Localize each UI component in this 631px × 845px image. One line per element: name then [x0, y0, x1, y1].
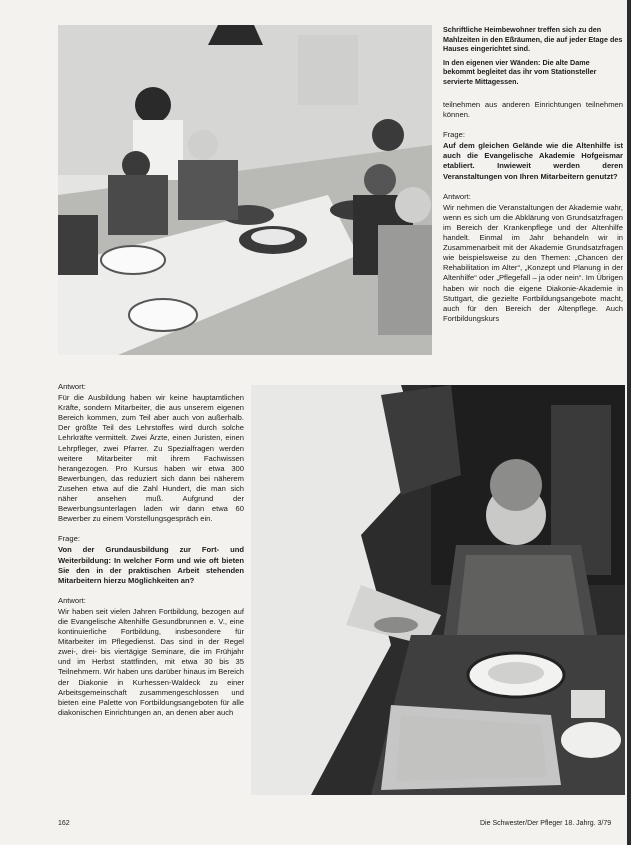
answer-training-staff: Für die Ausbildung haben wir keine hauptamtlichen Kräfte, sondern Mitarbeiter, die aus unserem eigenen Bereich kommen, zum Teil aber auch von außerhalb. Der größte Teil des Lehrstoffes wird durch solche Lehrkräfte vermittelt. Zwei Ärzte, einen Juristen, einen Lehrpfleger, zwei Pfarrer. Zu Spezialfragen werden weitere Mitarbeiter mit ihrem Fachwissen herangezogen. Pro Kursus haben wir etwa 300 Bewerbungen, das reduziert sich dann bei näherem Zusehen etwa auf die Zahl Hundert, die man sich näher ansehen muß. Aufgrund der Bewerbungsunterlagen laden wir dann etwa 60 Bewerber zu einem Vorstellungsgespräch ein.: [58, 393, 244, 524]
question-label: Frage:: [443, 130, 465, 140]
answer-label: Antwort:: [443, 191, 471, 201]
answer-academy: Wir nehmen die Veranstaltungen der Akademie wahr, wenn es sich um die Abklärung von Grundsatzfragen im Bereich der Krankenpflege und der Altenhilfe handelt. Einmal im Jahr behandeln wir in Zusammenarbeit mit der Akademie Grundsatzfragen wie beispielsweise zu den Themen: „Chancen der Rehabilitation im Alter“, „Konzept und Planung in der Altenhilfe“ oder „Pflegefall – ja oder nein“. Im Übrigen haben wir noch die eigene Diakonie-Akademie in Stuttgart, die gezielte Fortbildungsangebote macht, auch für den Bereich der Altenpflege. Auch Fortbildungskurs: [443, 202, 623, 323]
page-edge: [627, 0, 631, 845]
right-intro: teilnehmen aus anderen Einrichtungen teilnehmen können.: [443, 100, 623, 120]
dining-room-photo: [58, 25, 432, 355]
serving-meal-photo: [251, 385, 625, 795]
photo-captions: [443, 25, 623, 91]
answer-further-training: Wir haben seit vielen Jahren Fortbildung, bezogen auf die Evangelische Altenhilfe Gesundbrunnen e. V., eine kontinuierliche Fortbildung, insbesondere für Mitarbeiter im Pflegedienst. Das sind in der Regel zwei-, drei- bis viertägige Seminare, die im Frühjahr und im Herbst stattfinden, mit etwa 30 bis 35 Teilnehmern. Wir haben uns darüber hinaus im Bereich der Diakonie in Kurhessen-Waldeck zu einer Arbeitsgemeinschaft zusammengeschlossen und bieten eine Palette von Fortbildungsangeboten für alle diakonischen Einrichtungen an, an denen aber auch: [58, 606, 244, 717]
answer-label-2: Antwort:: [58, 595, 86, 605]
question-label: Frage:: [58, 534, 80, 544]
question-academy: Auf dem gleichen Gelände wie die Altenhilfe ist auch die Evangelische Akademie Hofgeismar etabliert. Inwieweit werden deren Veranstaltungen von Ihren Mitarbeitern genutzt?: [443, 141, 623, 181]
question-further-training: Von der Grundausbildung zur Fort- und Weiterbildung: In welcher Form und wie oft bieten Sie den in der praktischen Arbeit stehenden Mitarbeitern hierzu Möglichkeiten an?: [58, 545, 244, 585]
caption-meal: In den eigenen vier Wänden: Die alte Dame bekommt begleitet das ihr vom Stationsteller servierte Mittagessen.: [443, 57, 597, 86]
right-text-column: [443, 100, 623, 324]
answer-label-1: Antwort:: [58, 382, 86, 391]
journal-footer: Die Schwester/Der Pfleger 18. Jahrg. 3/79: [480, 820, 612, 827]
left-text-column: [58, 382, 244, 718]
caption-dining: Schriftliche Heimbewohner treffen sich zu den Mahlzeiten in den Eßräumen, die auf jeder Etage des Hauses eingerichtet sind.: [443, 25, 623, 54]
page-number: 162: [58, 820, 70, 827]
